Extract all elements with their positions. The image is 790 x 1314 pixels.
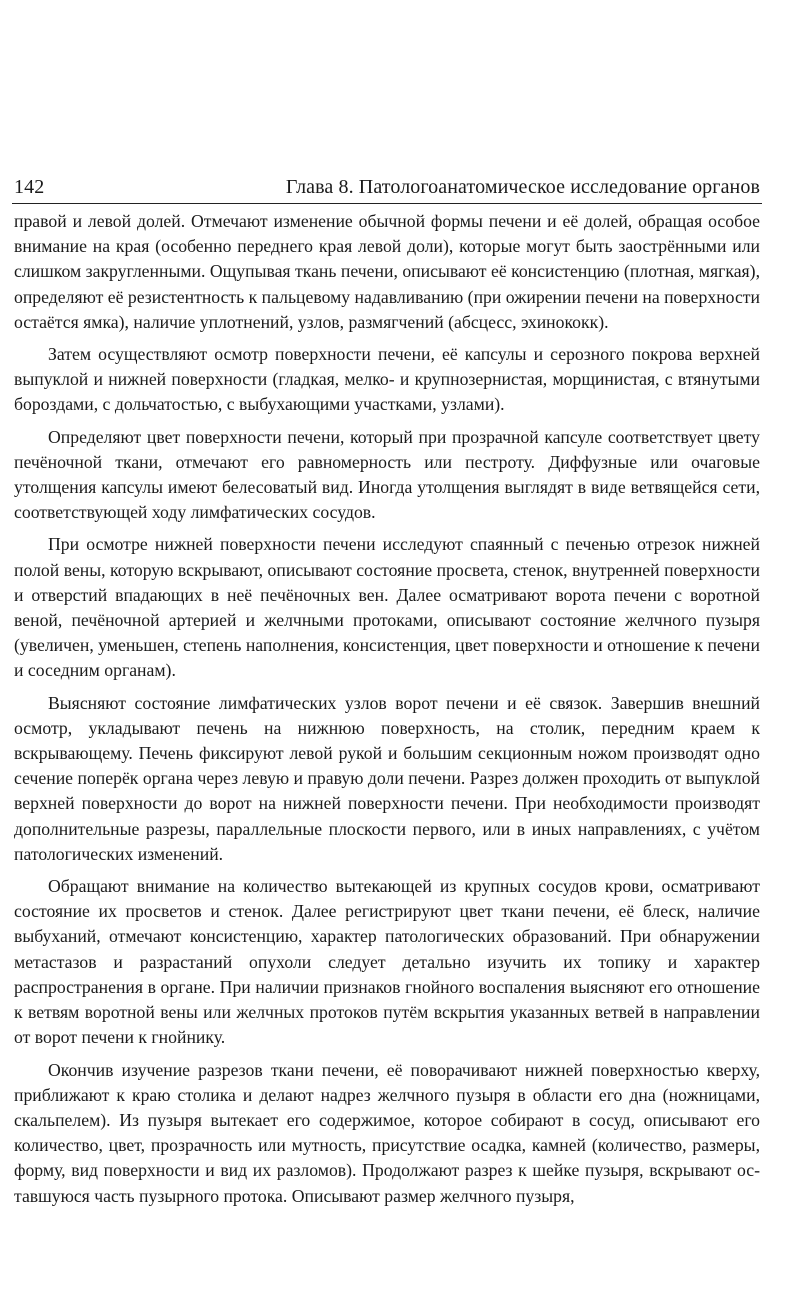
paragraph: Окончив изучение разрезов ткани печени, её поворачивают нижней поверхностью кверху, приближают к краю столика и делают надрез желчного пузыря в области его дна (ножницами, скальпелем). Из пузыря вытекает его содержимое, которое собирают в сосуд, описывают его количество, цвет, прозрачность или мутность, присутствие осадка, камней (количество, размеры, форму, вид поверхности и вид их разломов). Продолжают разрез к шейке пузыря, вскрывают оставшуюся часть пузырного протока. Описывают размер желчного пузыря, xyxy=(14,1059,760,1206)
body-text xyxy=(14,209,760,1209)
paragraph: Выясняют состояние лимфатических узлов ворот печени и её связок. Завершив внешний осмотр, укладывают печень на нижнюю поверхность, на столик, передним краем к вскрывающему. Печень фиксируют левой рукой и большим секционным ножом производят одно сечение поперёк органа через левую и правую доли печени. Разрез должен проходить от выпуклой верхней поверхности до ворот на нижней поверхности печени. При необходимости производят дополнительные разрезы, параллельные плоскости первого, или в иных направлениях, с учётом патологических изменений. xyxy=(14,692,760,864)
paragraph: Обращают внимание на количество вытекающей из крупных сосудов крови, осматривают состояние их просветов и стенок. Далее регистрируют цвет ткани печени, её блеск, наличие выбуханий, отмечают консистенцию, характер патологических образований. При обнаружении метастазов и разрастаний опухоли следует детально изучить их топику и характер распространения в органе. При наличии признаков гнойного воспаления выясняют его отношение к ветвям воротной вены или желчных протоков путём вскрытия указанных ветвей в направлении от ворот печени к гнойнику. xyxy=(14,876,760,1048)
paragraph-continued: правой и левой долей. Отмечают изменение обычной формы печени и её долей, обращая особое внимание на края (особенно переднего края левой доли), которые могут быть заострёнными или слишком закругленными. Ощупывая ткань печени, описывают её консистенцию (плотная, мягкая), определяют её резистентность к пальцевому надавливанию (при ожирении печени на поверхности остаётся ямка), наличие уплотнений, узлов, размягчений (абсцесс, эхинококк). xyxy=(14,211,760,332)
header-rule xyxy=(12,203,762,204)
paragraph: Затем осуществляют осмотр поверхности печени, её капсулы и серозного покрова верхней выпуклой и нижней поверхности (гладкая, мелко- и крупнозернистая, морщинистая, с втянутыми бороздами, с дольчатостью, с выбухающими участками, узлами). xyxy=(14,344,760,415)
paragraph: При осмотре нижней поверхности печени исследуют спаянный с печенью отрезок нижней полой вены, которую вскрывают, описывают состояние просвета, стенок, внутренней поверхности и отверстий впадающих в неё печёночных вен. Далее осматривают ворота печени с воротной веной, печёночной артерией и желчными протоками, описывают состояние желчного пузыря (увеличен, уменьшен, степень наполнения, консистенция, цвет поверхности и отношение к печени и соседним органам). xyxy=(14,534,760,681)
running-head xyxy=(14,176,760,202)
chapter-title: Глава 8. Патологоанатомическое исследование органов xyxy=(285,176,760,198)
paragraph: Определяют цвет поверхности печени, который при прозрачной капсуле соответствует цвету печёночной ткани, отмечают его равномерность или пестроту. Диффузные или очаговые утолщения капсулы имеют белесоватый вид. Иногда утолщения выглядят в виде ветвящейся сети, соответствующей ходу лимфатических сосудов. xyxy=(14,426,760,523)
page-number: 142 xyxy=(14,176,45,198)
